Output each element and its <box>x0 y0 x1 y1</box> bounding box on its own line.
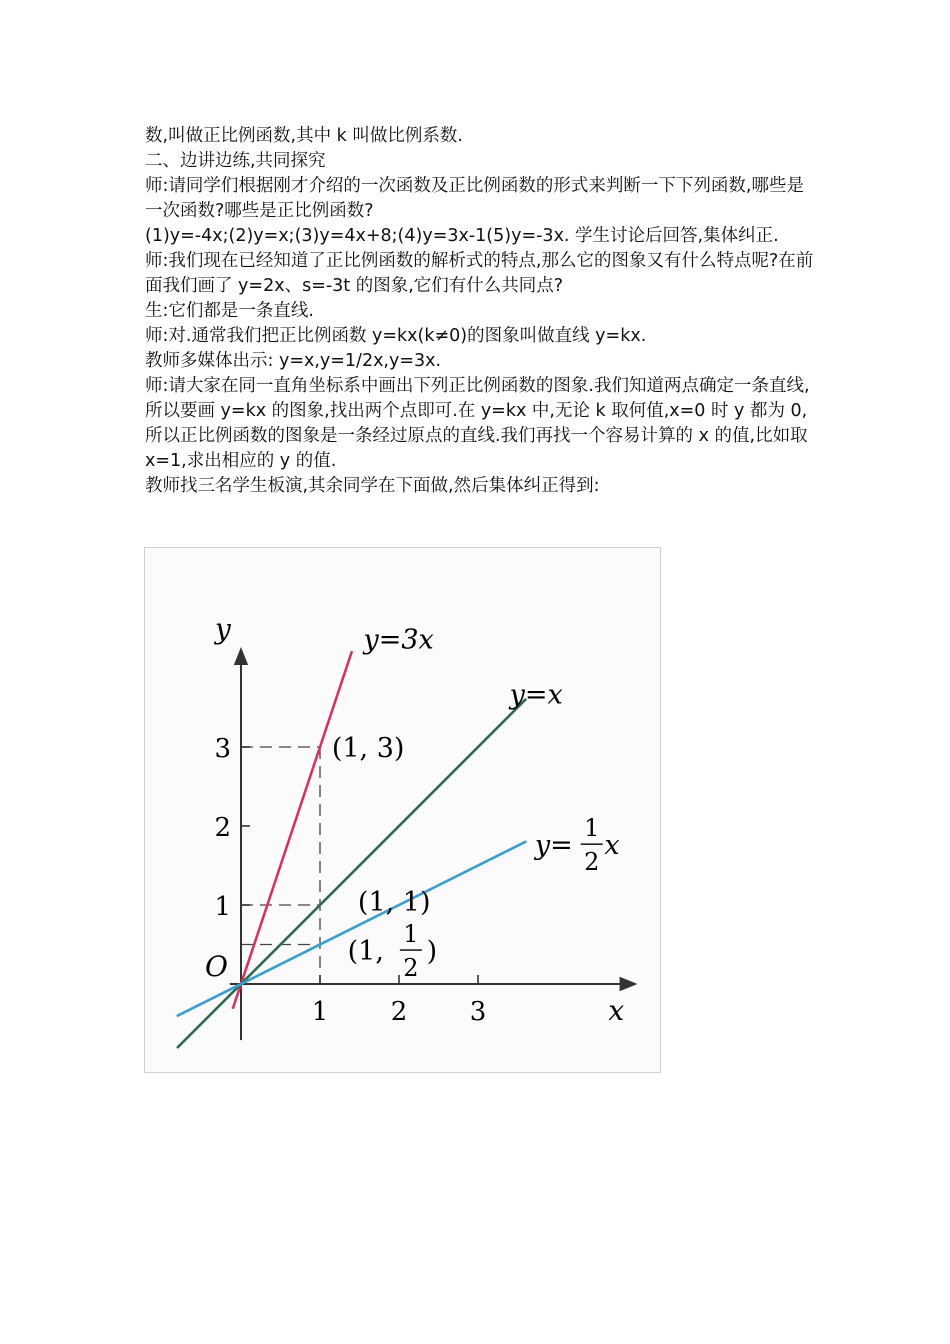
line-y-3x <box>233 652 352 1008</box>
x-tick-label: 2 <box>390 997 408 1027</box>
paragraph: 生:它们都是一条直线. <box>145 301 314 321</box>
paragraph: 教师找三名学生板演,其余同学在下面做,然后集体纠正得到: <box>145 476 600 496</box>
function-graph-figure <box>144 547 661 1073</box>
point-label-1-3: (1, 3) <box>331 733 405 764</box>
line-label-half-numerator: 1 <box>584 814 600 843</box>
y-tick-label: 1 <box>214 892 231 922</box>
point-label-1-half-suffix: ) <box>426 936 438 968</box>
y-tick-label: 3 <box>214 734 231 764</box>
point-label-1-half-denominator: 2 <box>403 954 419 983</box>
paragraph: 师:请大家在同一直角坐标系中画出下列正比例函数的图象.我们知道两点确定一条直线,所以要画 y=kx 的图象,找出两个点即可.在 y=kx 中,无论 k 取何值,x=0 时 y 都为 0,所以正比例函数的图象是一条经过原点的直线.我们再找一个容易计算的 x 的值,比如取 x=1,求出相应的 y 的值. <box>145 376 810 471</box>
axes <box>230 651 634 1041</box>
paragraph: 师:请同学们根据刚才介绍的一次函数及正比例函数的形式来判断一下下列函数,哪些是一次函数?哪些是正比例函数? <box>145 176 804 221</box>
paragraph: 师:我们现在已经知道了正比例函数的解析式的特点,那么它的图象又有什么特点呢?在前面我们画了 y=2x、s=-3t 的图象,它们有什么共同点? <box>145 251 814 296</box>
line-label-half-prefix: y= <box>534 830 573 862</box>
x-axis-label: x <box>608 994 625 1027</box>
function-lines <box>178 652 526 1047</box>
paragraph: (1)y=-4x;(2)y=x;(3)y=4x+8;(4)y=3x-1(5)y=-3x. 学生讨论后回答,集体纠正. <box>145 226 779 246</box>
line-label-3x: y=3x <box>363 624 434 656</box>
graph-svg <box>145 548 660 1072</box>
paragraph: 师:对.通常我们把正比例函数 y=kx(k≠0)的图象叫做直线 y=kx. <box>145 326 647 346</box>
paragraph: 数,叫做正比例函数,其中 k 叫做比例系数. <box>145 126 463 146</box>
line-label-half-denominator: 2 <box>584 848 600 877</box>
document-body <box>145 124 817 499</box>
point-label-1-1: (1, 1) <box>357 887 431 919</box>
line-label-x: y=x <box>509 679 563 711</box>
point-label-1-half-numerator: 1 <box>403 920 419 949</box>
origin-label: O <box>205 950 228 983</box>
x-tick-label: 3 <box>469 997 487 1027</box>
line-label-half-suffix: x <box>604 830 620 862</box>
y-tick-label: 2 <box>214 813 231 843</box>
paragraph: 教师多媒体出示: y=x,y=1/2x,y=3x. <box>145 351 442 371</box>
graph-labels <box>205 613 624 1027</box>
point-label-1-half-prefix: (1, <box>347 936 384 968</box>
paragraph: 二、边讲边练,共同探究 <box>145 151 326 171</box>
x-tick-label: 1 <box>311 997 329 1027</box>
y-axis-label: y <box>215 612 231 646</box>
line-y-half-x <box>178 842 526 1016</box>
